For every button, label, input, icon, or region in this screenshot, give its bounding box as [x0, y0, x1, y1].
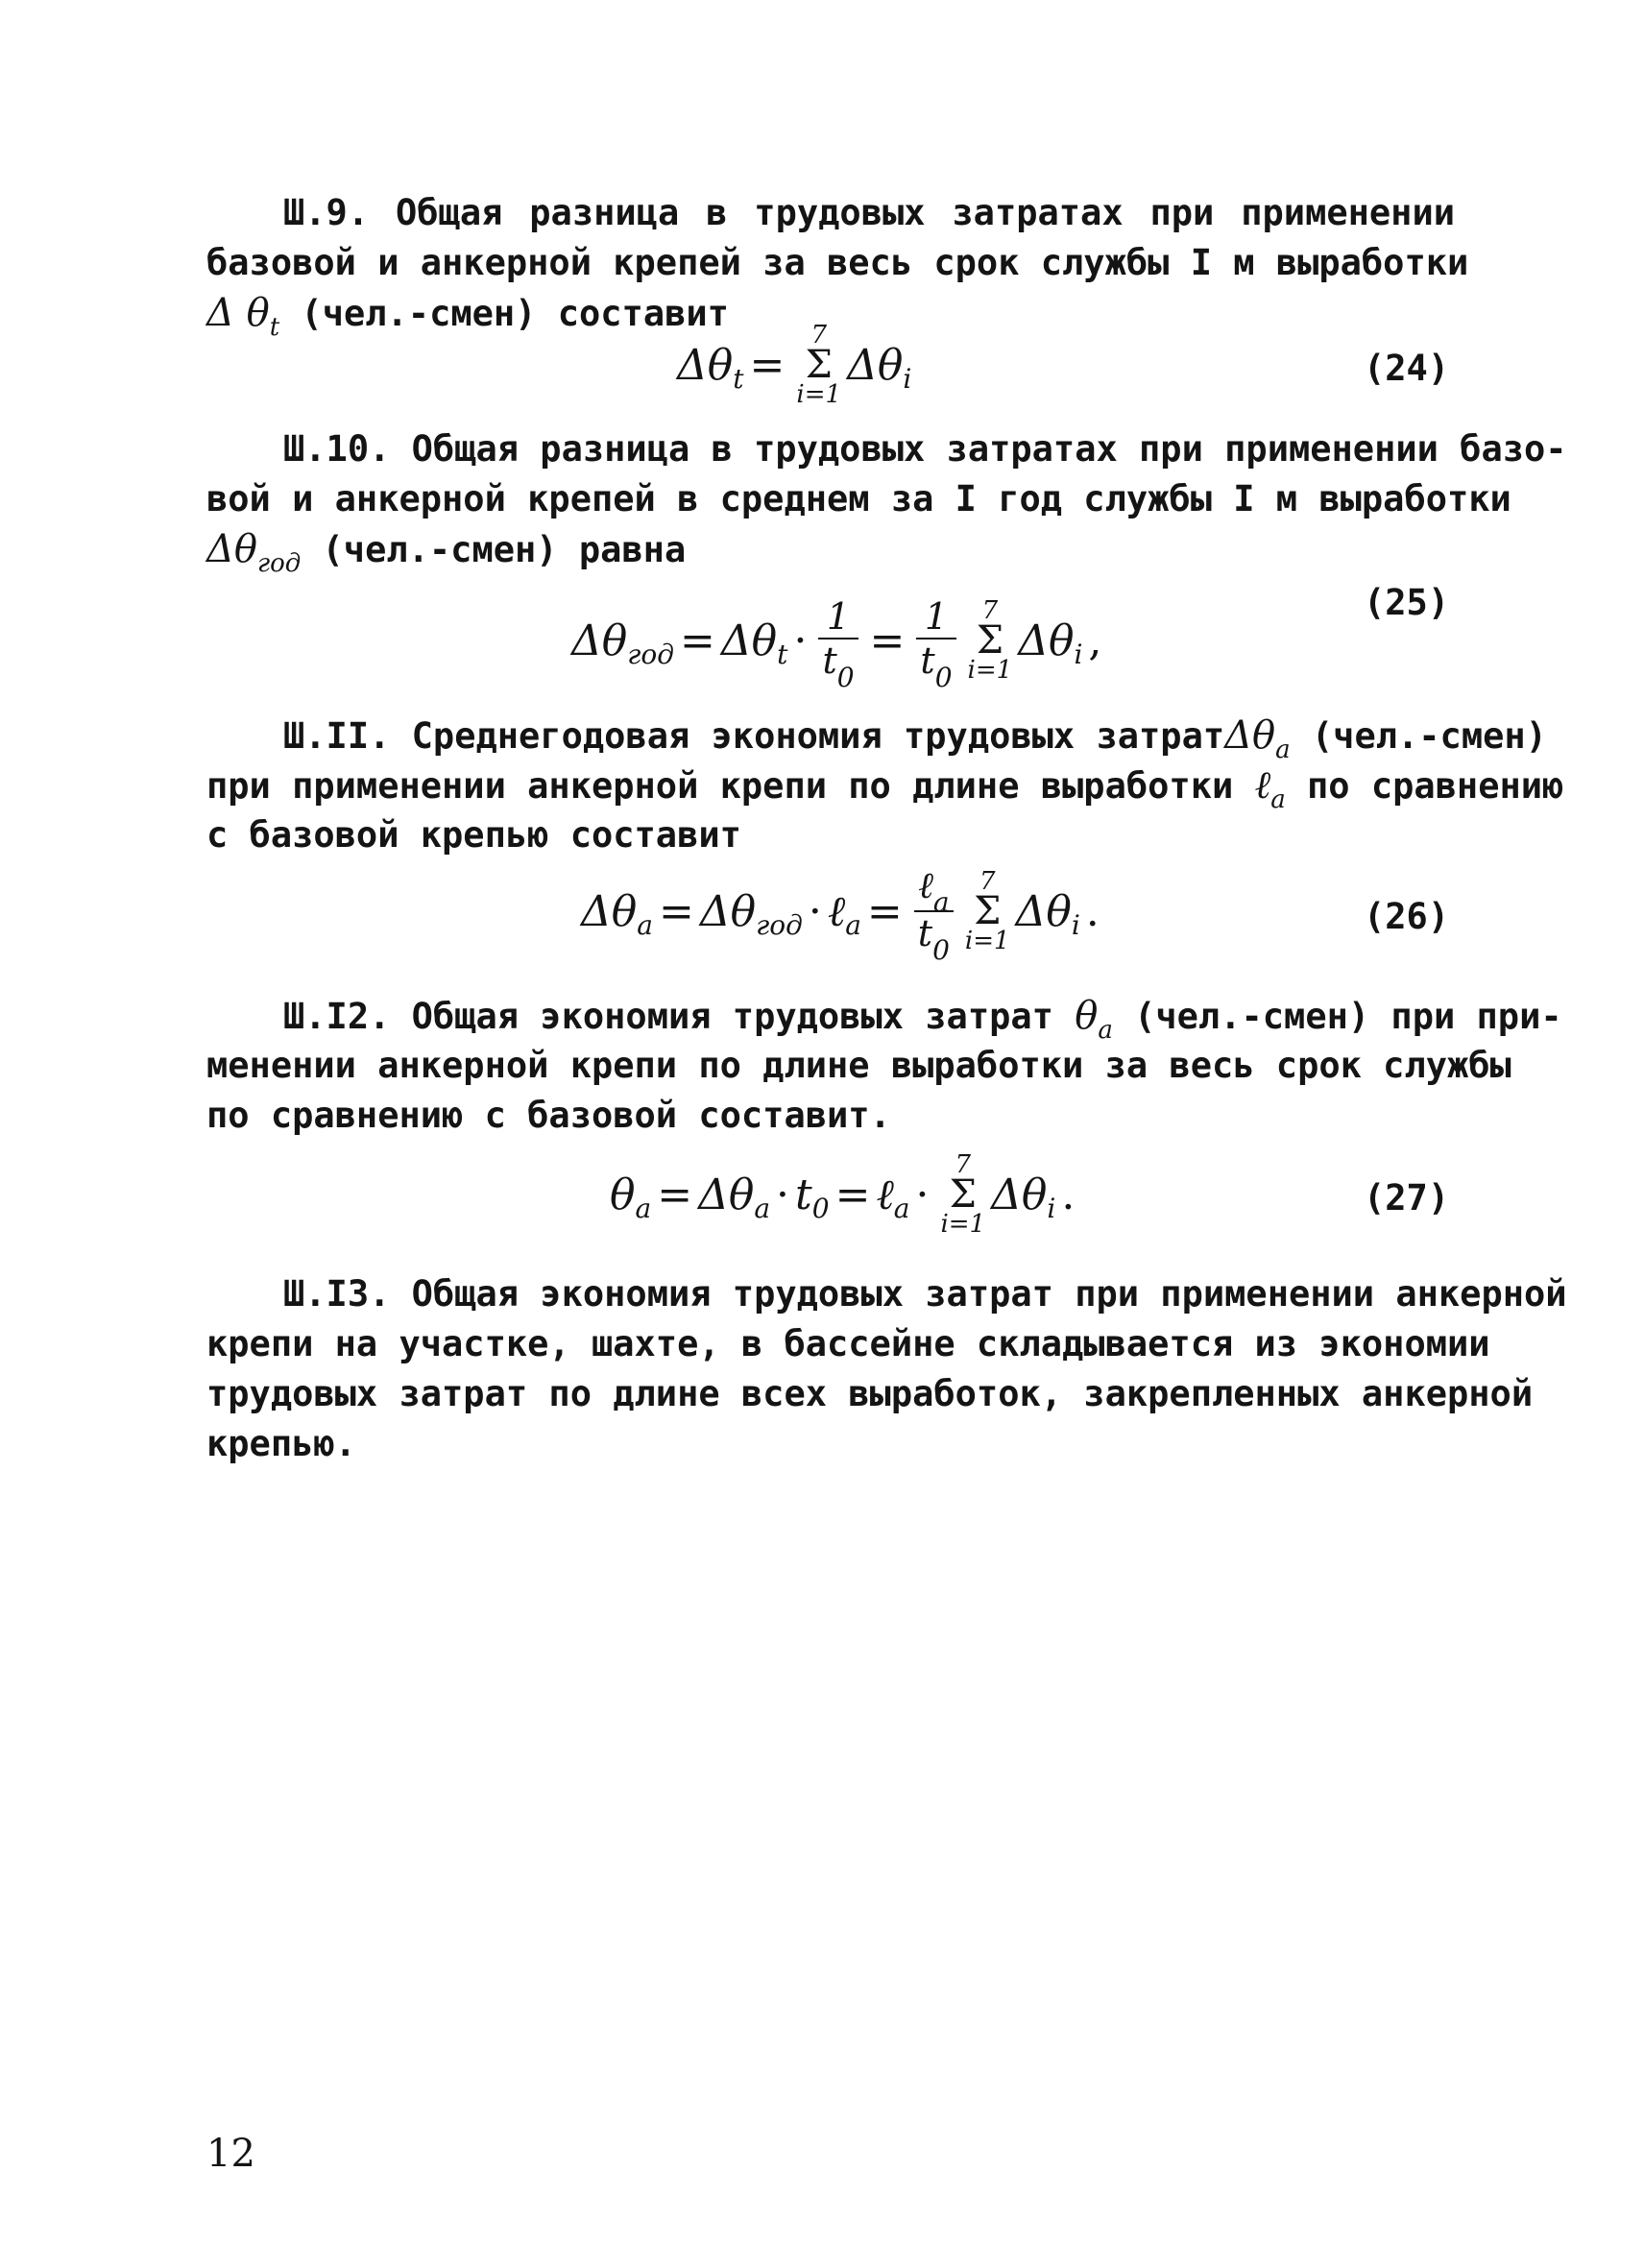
paragraph-line: по сравнению с базовой составит. — [206, 1095, 891, 1136]
symbol-delta-theta-a: $\Delta\theta_a$ — [1224, 713, 1291, 764]
paragraph-line: крепи на участке, шахте, в бассейне складывается из экономии — [206, 1323, 1490, 1364]
page-number: 12 — [206, 2132, 255, 2176]
paragraph-line: $\Delta\theta_{год}$ (чел.-смен) равна — [206, 527, 687, 578]
paragraph-3-9 — [206, 188, 1469, 342]
paragraph-line: Ш.9. Общая разница в трудовых затратах при применении — [283, 192, 1455, 233]
paragraph-line: трудовых затрат по длине всех выработок, закрепленных анкерной — [206, 1373, 1534, 1414]
equation-number: (27) — [1364, 1177, 1450, 1218]
paragraph-3-10 — [206, 424, 1567, 578]
symbol-l-a: ℓ$_a$ — [1254, 763, 1286, 814]
fraction: $\frac{1}{t_0}$ — [916, 595, 955, 686]
sum-sign: 7 Σ i=1 — [796, 321, 842, 409]
fraction: $\frac{\ell_a}{t_0}$ — [914, 864, 954, 958]
symbol-delta-theta-god: $\Delta\theta_{год}$ — [206, 527, 302, 578]
paragraph-line: менении анкерной крепи по длине выработки за весь срок службы — [206, 1045, 1511, 1086]
paragraph-line: крепью. — [206, 1423, 356, 1464]
paragraph-3-13 — [206, 1269, 1567, 1469]
sum-sign: 7 Σ i=1 — [964, 867, 1010, 955]
paragraph-line: Ш.I2. Общая экономия трудовых затрат $\theta_a$ (чел.-смен) при при- — [283, 994, 1562, 1045]
paragraph-line: вой и анкерной крепей в среднем за I год службы I м выработки — [206, 478, 1511, 519]
paragraph-line: Ш.10. Общая разница в трудовых затратах при применении базо- — [283, 428, 1567, 470]
equation-25: Δθ год = Δθ t · $\frac{1}{t_0}$ = $\frac{1}{t_0}$ 7 Σ i=1 Δθ i , — [571, 595, 1102, 693]
equation-number: (25) — [1364, 582, 1450, 623]
equation-number: (24) — [1364, 348, 1450, 389]
paragraph-line: при применении анкерной крепи по длине выработки ℓ$_a$ по сравнению — [206, 763, 1564, 814]
equation-24: Δθ t = 7 Σ i=1 Δθ i — [677, 321, 912, 409]
equation-26: Δθ a = Δθ год · ℓ a = $\frac{\ell_a}{t_0}$ 7 Σ i=1 Δθ i . — [581, 864, 1100, 966]
sum-sign: 7 Σ i=1 — [967, 596, 1013, 685]
paragraph-line: Δ $\theta_t$ (чел.-смен) составит — [206, 291, 729, 342]
fraction: $\frac{1}{t_0}$ — [818, 595, 858, 686]
symbol-theta-a: $\theta_a$ — [1075, 994, 1113, 1045]
paragraph-line: базовой и анкерной крепей за весь срок службы I м выработки — [206, 242, 1469, 283]
symbol-delta-theta-t: Δ $\theta_t$ — [206, 291, 280, 342]
paragraph-line: Ш.II. Среднегодовая экономия трудовых затратΔθ$_a$ (чел.-смен) — [283, 713, 1547, 764]
equation-number: (26) — [1364, 896, 1450, 937]
paragraph-line: с базовой крепью составит — [206, 814, 741, 856]
sum-sign: 7 Σ i=1 — [940, 1150, 986, 1239]
paragraph-3-12 — [206, 991, 1562, 1141]
paragraph-3-11 — [206, 711, 1564, 860]
equation-27: θ a = Δθ a · t 0 = ℓ a · 7 Σ i=1 Δθ i . — [610, 1150, 1076, 1239]
paragraph-line: Ш.I3. Общая экономия трудовых затрат при применении анкерной — [283, 1273, 1567, 1315]
